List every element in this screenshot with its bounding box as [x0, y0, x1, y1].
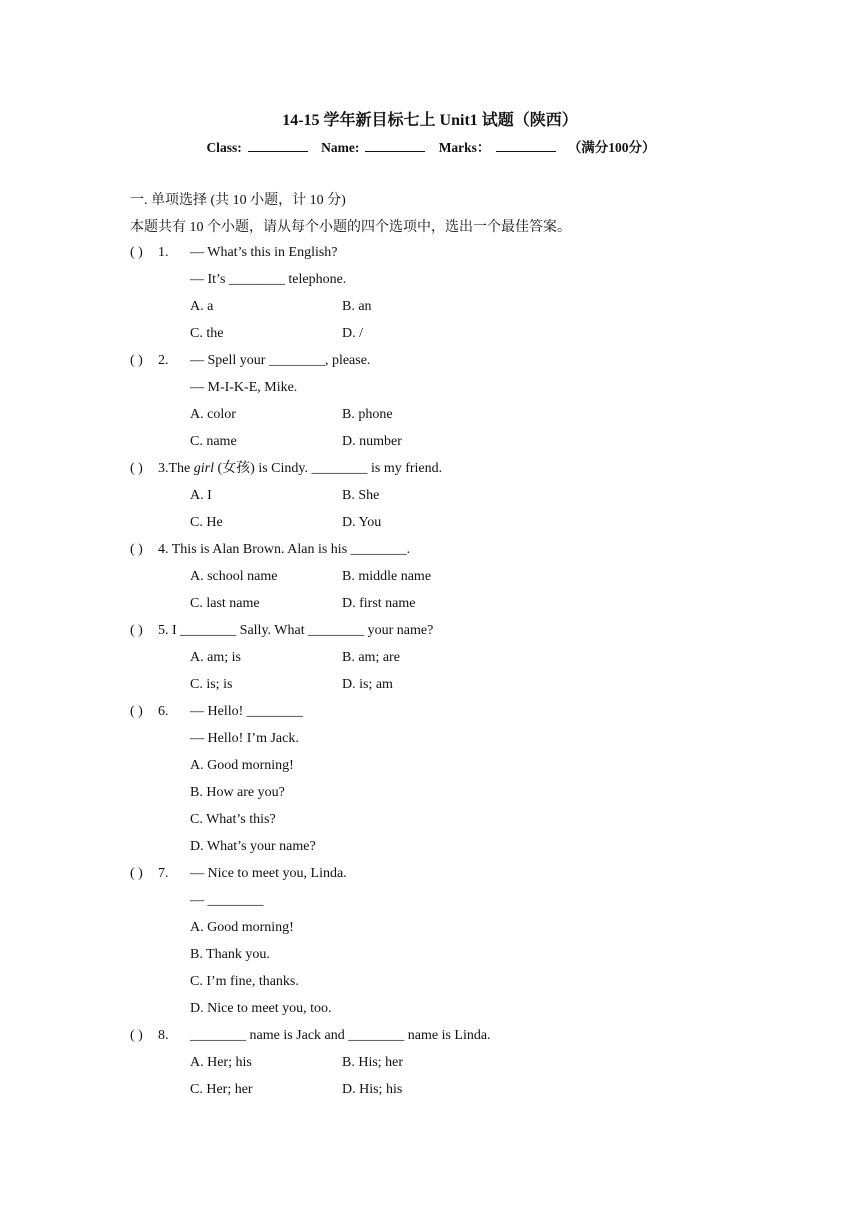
option-d: D. Nice to meet you, too. [190, 1001, 332, 1016]
answer-bracket[interactable]: ( ) [130, 704, 143, 719]
question-6 [130, 702, 750, 729]
question-number: 3. [158, 461, 169, 476]
question-line: — It’s ________ telephone. [190, 272, 347, 287]
option-b: B. an [342, 299, 372, 314]
option-row [130, 405, 750, 432]
question-3 [130, 459, 750, 486]
option-b: B. middle name [342, 569, 432, 584]
question-5 [130, 621, 750, 648]
option-c: C. the [190, 326, 224, 341]
section-title: 一. 单项选择 (共 10 小题，计 10 分) [130, 193, 346, 208]
answer-bracket[interactable]: ( ) [130, 1028, 143, 1043]
question-number: 7. [158, 866, 169, 881]
option-d: D. is; am [342, 677, 393, 692]
option-b: B. am; are [342, 650, 400, 665]
option-row [130, 297, 750, 324]
option-d: D. You [342, 515, 382, 530]
option-row [130, 918, 750, 945]
question-number: 2. [158, 353, 169, 368]
option-row [130, 1080, 750, 1107]
option-a: A. am; is [190, 650, 241, 665]
option-c: C. Her; her [190, 1082, 253, 1097]
option-b: B. His; her [342, 1055, 404, 1070]
question-stem: This is Alan Brown. Alan is his ________. [171, 542, 411, 557]
question-number: 5. [158, 623, 169, 638]
question-text [158, 621, 433, 641]
question-line: — Hello! I’m Jack. [190, 731, 299, 746]
class-label: Class: [206, 140, 242, 155]
question-line-row [130, 270, 750, 297]
question-text-post: (女孩) is Cindy. ________ is my friend. [214, 461, 443, 476]
answer-bracket[interactable]: ( ) [130, 623, 143, 638]
question-number: 6. [158, 704, 169, 719]
question-list [130, 243, 750, 1107]
question-line: — Hello! ________ [190, 704, 303, 719]
question-text-pre: The [168, 461, 194, 476]
option-row [130, 837, 750, 864]
option-a: A. a [190, 299, 214, 314]
question-line-row [130, 729, 750, 756]
question-text [158, 459, 442, 479]
question-1 [130, 243, 750, 270]
question-line: ________ name is Jack and ________ name is Linda. [190, 1028, 491, 1043]
answer-bracket[interactable]: ( ) [130, 866, 143, 881]
question-number: 1. [158, 245, 169, 260]
question-number: 4. [158, 542, 169, 557]
option-row [130, 675, 750, 702]
option-c: C. He [190, 515, 223, 530]
question-line: — M-I-K-E, Mike. [190, 380, 298, 395]
option-a: A. school name [190, 569, 278, 584]
name-label: Name: [321, 140, 360, 155]
total-marks: （满分100分） [567, 140, 656, 155]
question-text [158, 540, 410, 560]
option-row [130, 972, 750, 999]
option-row [130, 594, 750, 621]
option-row [130, 648, 750, 675]
option-b: B. She [342, 488, 380, 503]
option-c: C. I’m fine, thanks. [190, 974, 299, 989]
answer-bracket[interactable]: ( ) [130, 461, 143, 476]
option-row [130, 567, 750, 594]
question-number: 8. [158, 1028, 169, 1043]
question-line: — Spell your ________, please. [190, 353, 371, 368]
question-line-row [130, 378, 750, 405]
option-row [130, 783, 750, 810]
option-c: C. is; is [190, 677, 233, 692]
option-d: D. What’s your name? [190, 839, 316, 854]
option-a: A. Good morning! [190, 920, 294, 935]
question-line: — ________ [190, 893, 264, 908]
answer-bracket[interactable]: ( ) [130, 353, 143, 368]
option-a: A. color [190, 407, 236, 422]
question-2 [130, 351, 750, 378]
option-row [130, 1053, 750, 1080]
option-row [130, 324, 750, 351]
option-b: B. phone [342, 407, 393, 422]
option-c: C. name [190, 434, 237, 449]
page-title: 14-15 学年新目标七上 Unit1 试题（陕西） [282, 112, 578, 129]
section-instruction: 本题共有 10 个小题，请从每个小题的四个选项中，选出一个最佳答案。 [130, 220, 571, 235]
option-b: B. Thank you. [190, 947, 270, 962]
option-row [130, 513, 750, 540]
question-8 [130, 1026, 750, 1053]
question-stem: I ________ Sally. What ________ your name? [172, 623, 434, 638]
option-a: A. Good morning! [190, 758, 294, 773]
option-row [130, 999, 750, 1026]
marks-label: Marks： [438, 140, 491, 155]
option-a: A. I [190, 488, 212, 503]
option-d: D. His; his [342, 1082, 403, 1097]
question-line: — Nice to meet you, Linda. [190, 866, 347, 881]
class-blank[interactable] [248, 139, 308, 152]
marks-blank[interactable] [496, 139, 556, 152]
answer-bracket[interactable]: ( ) [130, 542, 143, 557]
option-b: B. How are you? [190, 785, 285, 800]
name-blank[interactable] [365, 139, 425, 152]
option-row [130, 810, 750, 837]
option-d: D. / [342, 326, 363, 341]
question-7 [130, 864, 750, 891]
question-line: — What’s this in English? [190, 245, 338, 260]
question-4 [130, 540, 750, 567]
option-c: C. What’s this? [190, 812, 276, 827]
option-row [130, 486, 750, 513]
option-c: C. last name [190, 596, 260, 611]
answer-bracket[interactable]: ( ) [130, 245, 143, 260]
option-a: A. Her; his [190, 1055, 252, 1070]
student-info-line [0, 136, 860, 156]
question-line-row [130, 891, 750, 918]
question-keyword: girl [193, 461, 214, 476]
option-row [130, 945, 750, 972]
option-d: D. first name [342, 596, 416, 611]
option-d: D. number [342, 434, 402, 449]
option-row [130, 432, 750, 459]
option-row [130, 756, 750, 783]
